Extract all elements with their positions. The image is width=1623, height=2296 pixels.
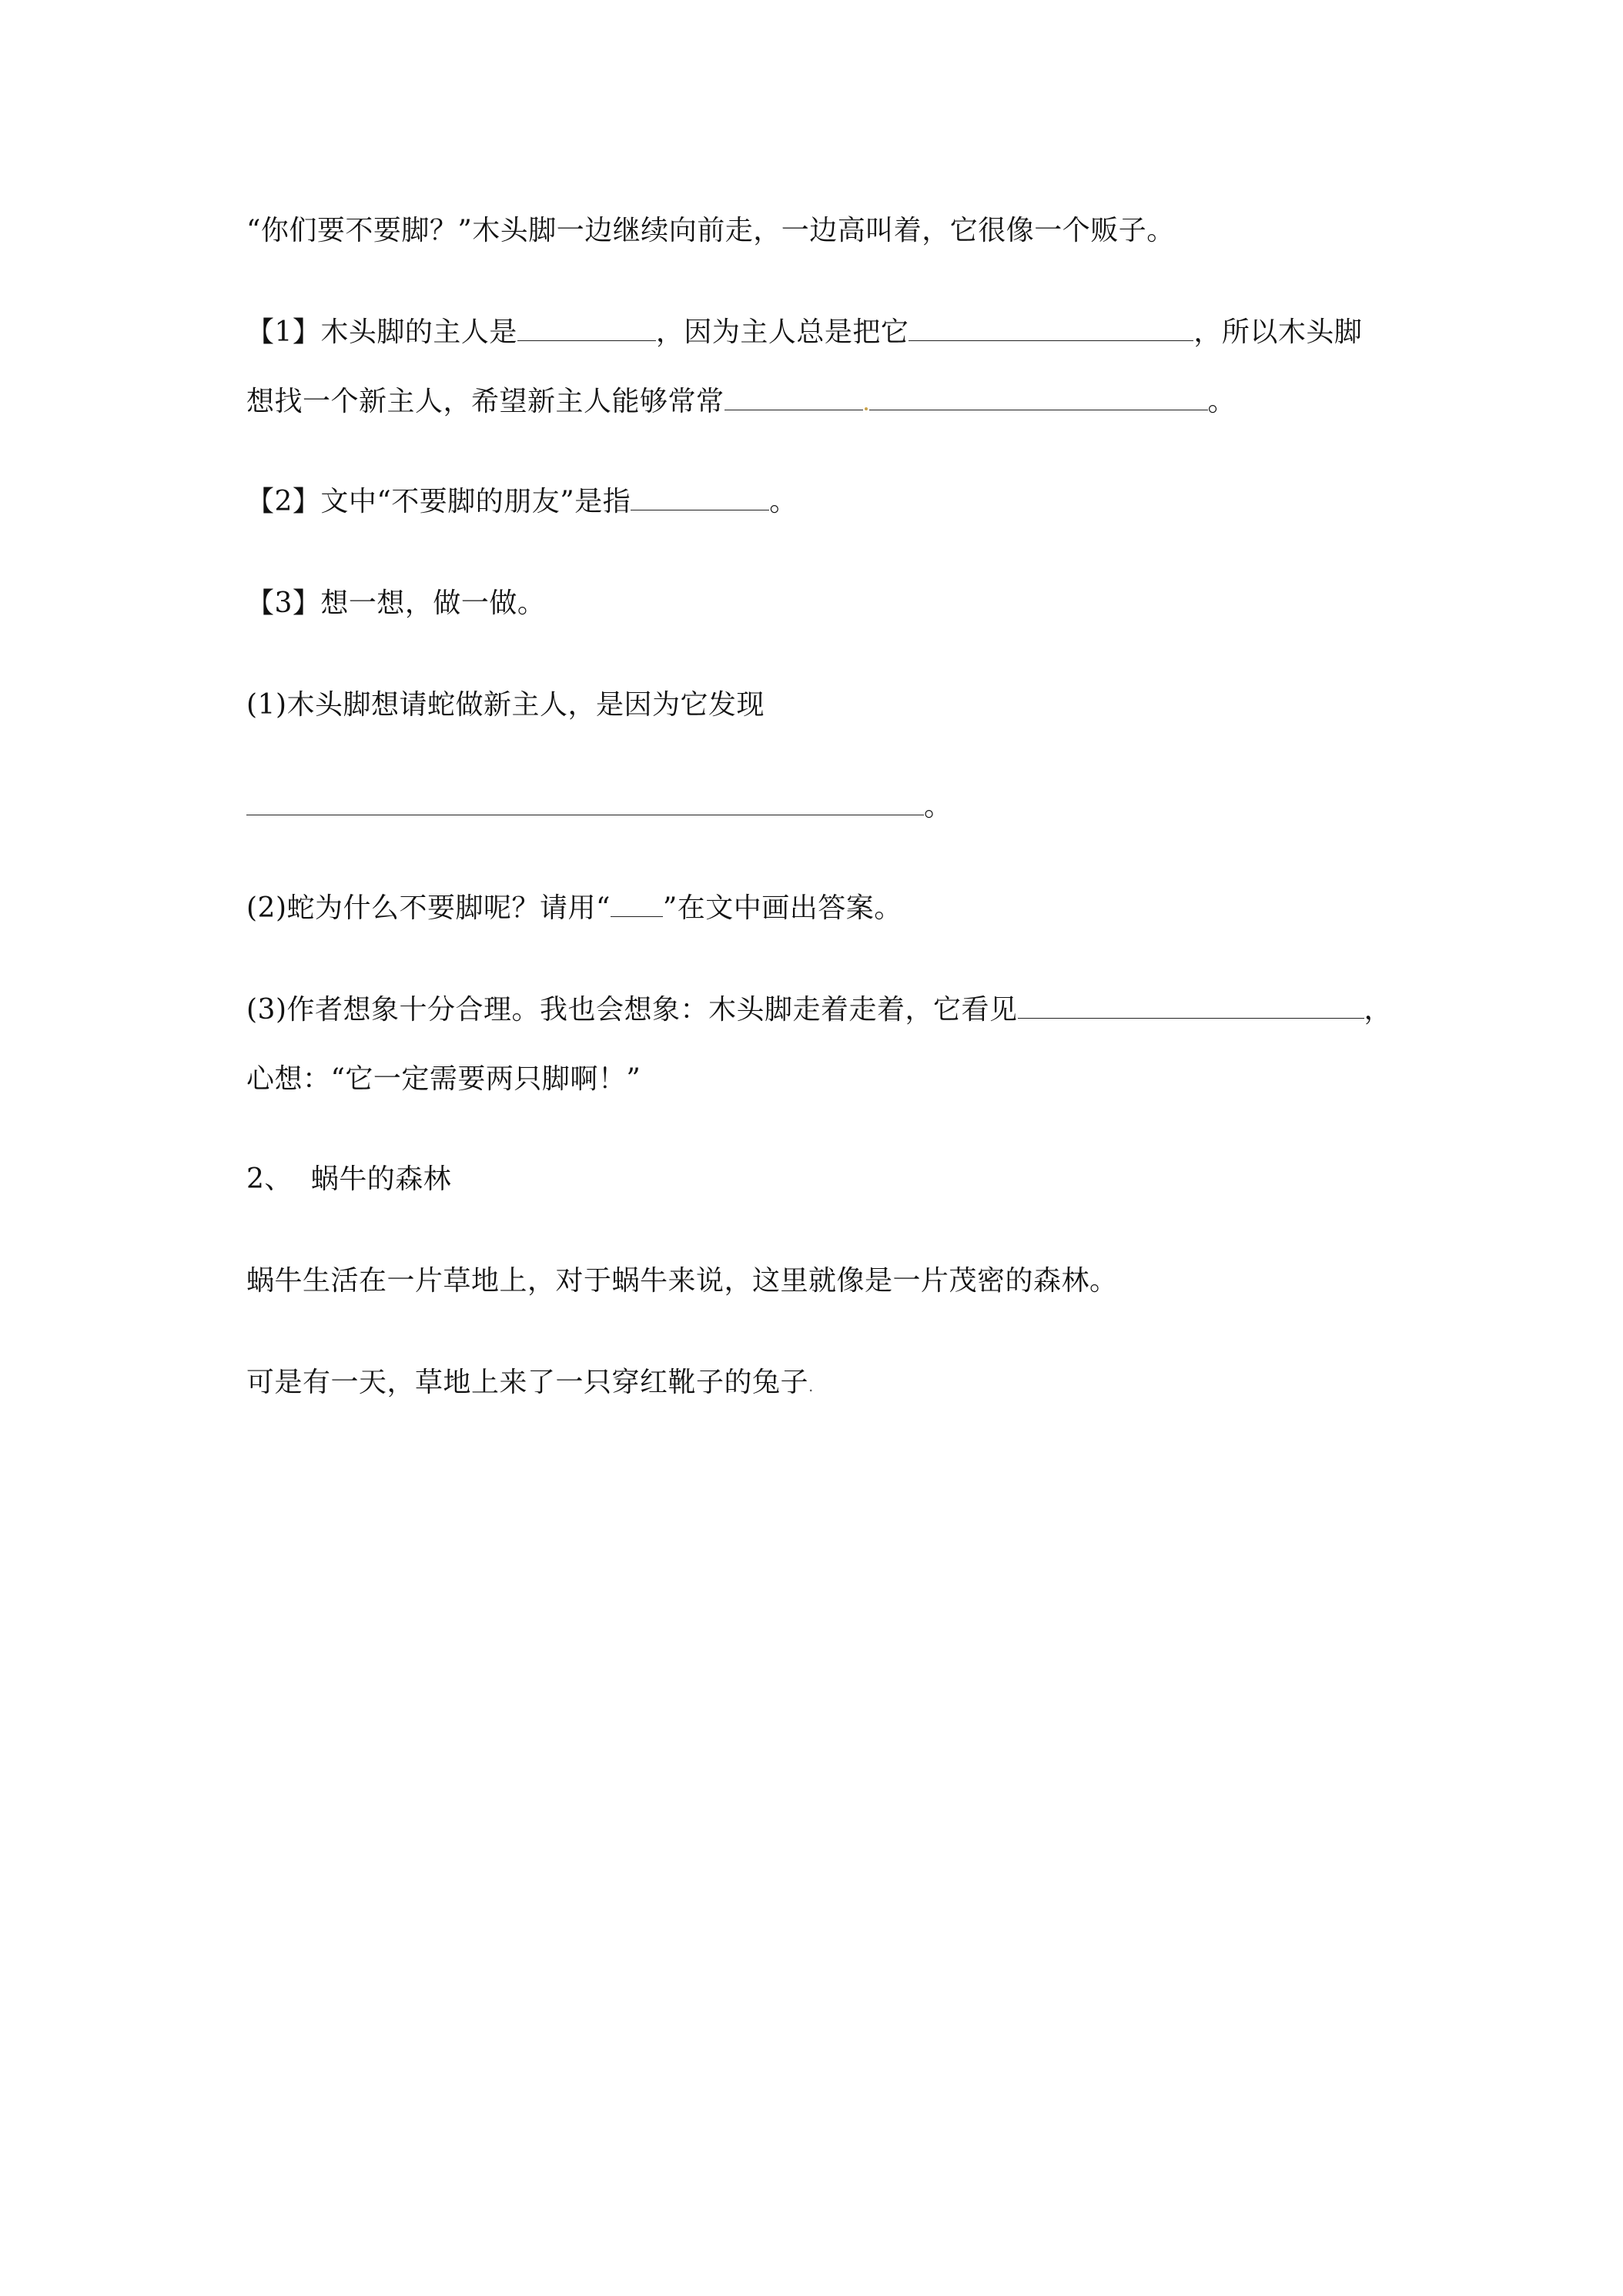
section-2-heading <box>246 1161 451 1198</box>
question-text: 想找一个新主人，希望新主人能够常常 <box>246 386 724 417</box>
question-2 <box>246 484 798 520</box>
answer-blank[interactable] <box>909 314 1193 341</box>
answer-blank[interactable] <box>869 383 1208 410</box>
question-text: 。 <box>924 791 952 822</box>
question-3-2 <box>246 890 902 927</box>
question-text: 。 <box>1207 386 1236 417</box>
question-3-title <box>246 585 545 622</box>
question-1-line-2 <box>246 383 1236 420</box>
question-3-3-line-1 <box>246 992 1392 1029</box>
question-text: 心想：“它一定需要两只脚啊！” <box>246 1063 641 1095</box>
paragraph-text: “你们要不要脚？”木头脚一边继续向前走，一边高叫着，它很像一个贩子。 <box>246 215 1175 246</box>
question-text: (2)蛇为什么不要脚呢？请用“ <box>246 892 611 924</box>
section-2-paragraph-2 <box>246 1364 814 1404</box>
paragraph-text: 蜗牛生活在一片草地上，对于蜗牛来说，这里就像是一片茂密的森林。 <box>246 1265 1118 1297</box>
answer-blank[interactable] <box>631 484 769 510</box>
paragraph-text: 可是有一天，草地上来了一只穿红靴子的兔子 <box>246 1367 809 1398</box>
answer-blank[interactable] <box>1018 992 1364 1019</box>
section-2-paragraph-1 <box>246 1263 1118 1300</box>
question-text: ， <box>1364 994 1393 1026</box>
answer-blank[interactable] <box>724 383 863 410</box>
decorative-dot <box>865 407 868 410</box>
answer-blank[interactable] <box>517 314 656 341</box>
question-text: 【3】想一想，做一做。 <box>246 587 546 619</box>
question-text: 。 <box>769 486 798 517</box>
question-3-1-answer <box>246 788 952 825</box>
question-text: 【2】文中“不要脚的朋友”是指 <box>246 486 631 517</box>
question-text: ，因为主人总是把它 <box>655 316 909 348</box>
paragraph-opening <box>246 213 1175 249</box>
question-text: ，所以木头脚 <box>1193 316 1363 348</box>
question-text: ”在文中画出答案。 <box>662 892 902 924</box>
question-1-line-1 <box>246 314 1362 351</box>
question-text: 【1】木头脚的主人是 <box>246 316 517 348</box>
question-3-3-line-2 <box>246 1061 641 1098</box>
answer-blank[interactable] <box>611 890 663 917</box>
paragraph-text: . <box>808 1377 814 1395</box>
question-text: (1)木头脚想请蛇做新主人，是因为它发现 <box>246 689 765 721</box>
section-heading: 2、 蜗牛的森林 <box>246 1163 452 1195</box>
question-3-1 <box>246 687 765 724</box>
answer-blank[interactable] <box>246 788 924 815</box>
question-text: (3)作者想象十分合理。我也会想象：木头脚走着走着，它看见 <box>246 994 1018 1026</box>
